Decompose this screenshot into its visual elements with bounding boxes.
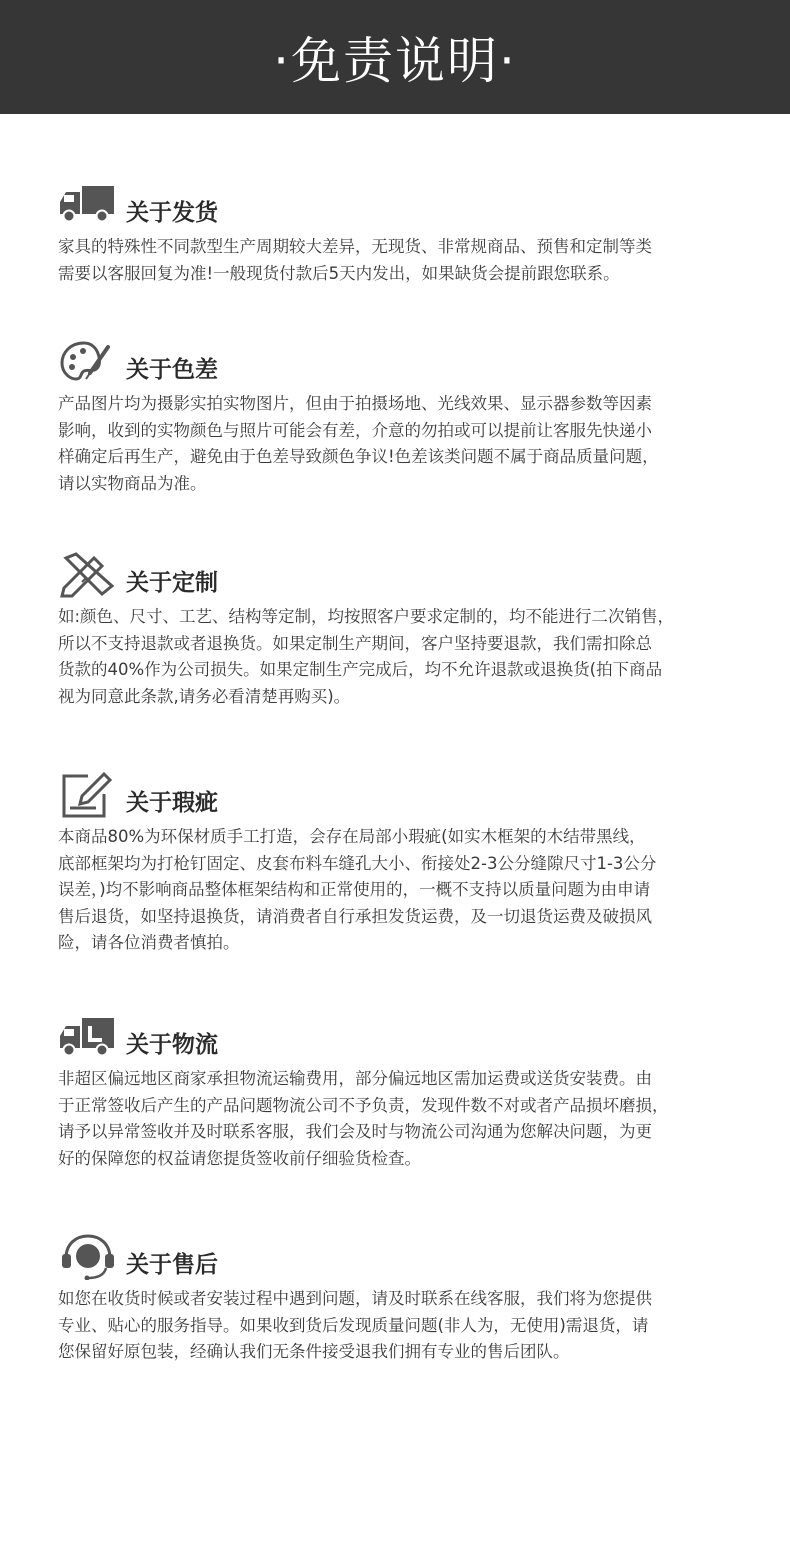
- headset-icon: [58, 1234, 116, 1280]
- section-body: 本商品80%为环保材质手工打造，会存在局部小瑕疵(如实木框架的木结带黑线， 底部框架均为打枪钉固定、皮套布料车缝孔大小、衔接处2-3公分缝隙尺寸1-3公分 误差，)均不影响商品整体框架结构和正常使用的，一概不支持以质量问题为由申请 售后退货，如坚持退换货，请消费者自行承担发货运费，及一切退货运费及破损风 险，请各位消费者慎拍。: [58, 827, 657, 952]
- section-header: [58, 1234, 748, 1280]
- section-title: 关于瑕疵: [126, 790, 218, 816]
- section-logistics: [58, 1014, 748, 1172]
- page-header: [0, 0, 790, 114]
- delivery-truck-icon: [58, 1014, 116, 1060]
- palette-icon: [58, 339, 116, 385]
- section-title: 关于物流: [126, 1032, 218, 1058]
- section-title: 关于发货: [126, 200, 218, 226]
- section-shipping: [58, 182, 748, 287]
- section-header: [58, 772, 748, 818]
- section-color-difference: [58, 339, 748, 497]
- section-header: [58, 552, 748, 598]
- section-body: 如您在收货时候或者安装过程中遇到问题，请及时联系在线客服，我们将为您提供 专业、贴心的服务指导。如果收到货后发现质量问题(非人为，无使用)需退货，请 您保留好原包装，经确认我们无条件接受退我们拥有专业的售后团队。: [58, 1289, 652, 1361]
- section-body: 如:颜色、尺寸、工艺、结构等定制，均按照客户要求定制的，均不能进行二次销售， 所以不支持退款或者退换货。如果定制生产期间，客户坚持要退款，我们需扣除总 货款的40%作为公司损失。如果定制生产完成后，均不允许退款或退换货(拍下商品 视为同意此条款,请务必看清楚再购买)。: [58, 607, 675, 706]
- section-body: 家具的特殊性不同款型生产周期较大差异，无现货、非常规商品、预售和定制等类 需要以客服回复为准!一般现货付款后5天内发出，如果缺货会提前跟您联系。: [58, 237, 652, 283]
- section-header: [58, 339, 748, 385]
- page-title: ·免责说明·: [273, 32, 517, 90]
- truck-icon: [58, 182, 116, 228]
- section-body: 非超区偏远地区商家承担物流运输费用，部分偏远地区需加运费或送货安装费。由 于正常签收后产生的产品问题物流公司不予负责，发现件数不对或者产品损坏磨损， 请予以异常签收并及时联系客服，我们会及时与物流公司沟通为您解决问题，为更 好的保障您的权益请您提货签收前仔细验货检查。: [58, 1069, 669, 1168]
- section-title: 关于售后: [126, 1252, 218, 1278]
- section-body: 产品图片均为摄影实拍实物图片，但由于拍摄场地、光线效果、显示器参数等因素 影响，收到的实物颜色与照片可能会有差，介意的勿拍或可以提前让客服先快递小 样确定后再生产，避免由于色差导致颜色争议!色差该类问题不属于商品质量问题， 请以实物商品为准。: [58, 394, 659, 493]
- section-after-sales: [58, 1234, 748, 1366]
- section-header: [58, 182, 748, 228]
- pencil-ruler-icon: [58, 552, 116, 598]
- section-customization: [58, 552, 748, 710]
- section-defects: [58, 772, 748, 957]
- section-title: 关于定制: [126, 570, 218, 596]
- section-title: 关于色差: [126, 357, 218, 383]
- edit-note-icon: [58, 772, 116, 818]
- section-header: [58, 1014, 748, 1060]
